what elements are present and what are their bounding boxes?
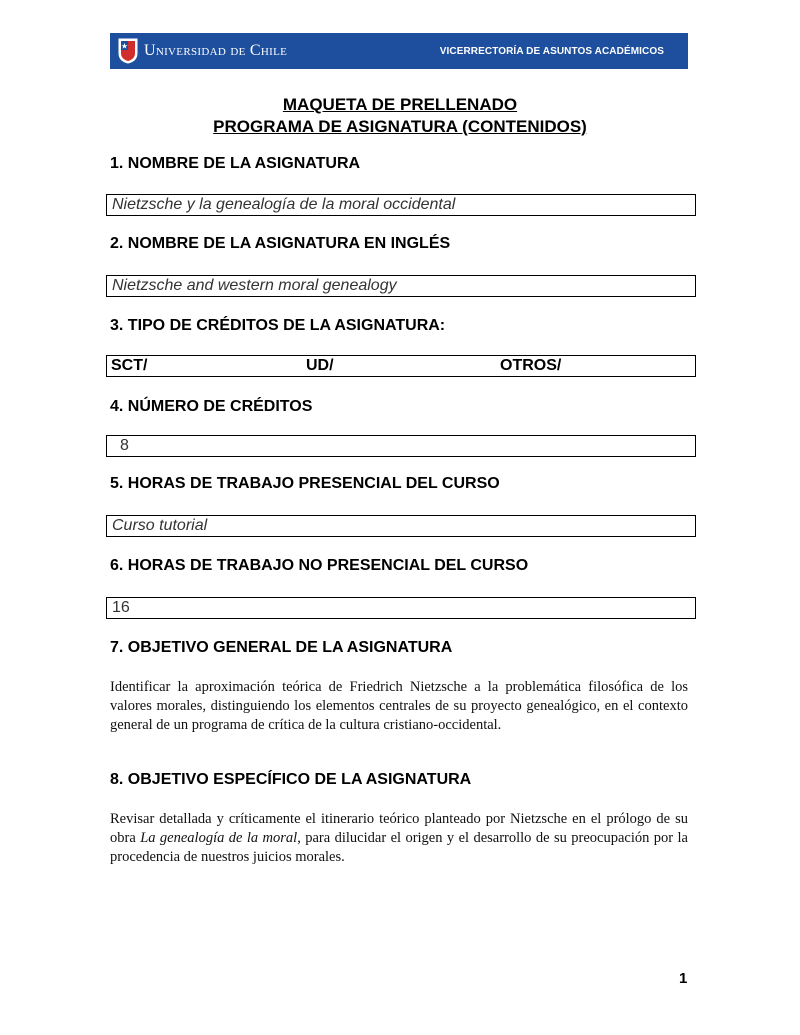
section-5-heading: 5. HORAS DE TRABAJO PRESENCIAL DEL CURSO [110,475,500,492]
remote-hours-field: 16 [106,597,696,619]
credits-number-field: 8 [106,435,696,457]
vicerrectoria-name: VICERRECTORÍA DE ASUNTOS ACADÉMICOS [439,45,664,57]
section-7-heading: 7. OBJETIVO GENERAL DE LA ASIGNATURA [110,639,453,656]
university-brand [118,38,287,64]
section-3-heading: 3. TIPO DE CRÉDITOS DE LA ASIGNATURA: [110,317,446,334]
section-6-heading: 6. HORAS DE TRABAJO NO PRESENCIAL DEL CURSO [110,557,529,574]
specific-objective-text-part1: Revisar detallada y críticamente el itinerario teórico planteado por Nietzsche en el prólogo de su obra [110,811,688,846]
general-objective-text: Identificar la aproximación teórica de Friedrich Nietzsche a la problemática filosófica de los valores morales, distinguiendo los elementos centrales de su proyecto genealógico, en el contexto general de un programa de crítica de la cultura cristiano-occidental. [110,679,688,733]
credit-type-ud: UD/ [306,357,334,374]
document-title-line2: PROGRAMA DE ASIGNATURA (CONTENIDOS) [213,117,587,136]
page-number: 1 [679,970,688,987]
university-crest-icon [118,38,138,64]
section-2-heading: 2. NOMBRE DE LA ASIGNATURA EN INGLÉS [110,235,451,252]
course-name-field: Nietzsche y la genealogía de la moral occidental [106,194,696,216]
university-name: Universidad de Chile [144,42,288,59]
credit-type-otros: OTROS/ [500,357,562,374]
document-title-line1: MAQUETA DE PRELLENADO [282,95,518,114]
credit-type-row [106,355,696,377]
credit-type-sct: SCT/ [111,357,148,374]
book-title: La genealogía de la moral [140,830,298,846]
section-8-heading: 8. OBJETIVO ESPECÍFICO DE LA ASIGNATURA [110,771,472,788]
course-name-english-field: Nietzsche and western moral genealogy [106,275,696,297]
header-banner [110,33,688,69]
in-person-hours-field: Curso tutorial [106,515,696,537]
section-1-heading: 1. NOMBRE DE LA ASIGNATURA [110,155,361,172]
specific-objective-text [110,810,688,867]
section-4-heading: 4. NÚMERO DE CRÉDITOS [110,398,313,415]
specific-objective-text-part2: , para dilucidar el origen y el desarrollo de su preocupación por la procedencia de nuestros juicios morales. [110,830,688,865]
